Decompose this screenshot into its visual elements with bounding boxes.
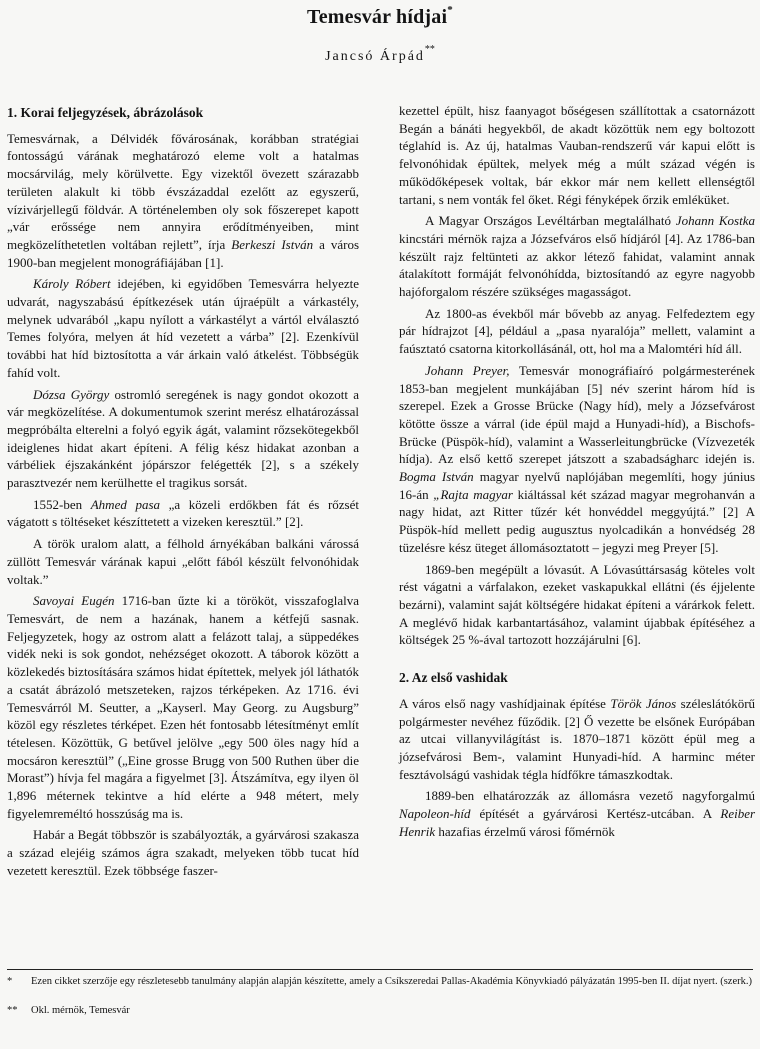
text: 1716-ban űzte ki a törököt, visszafoglalva Temesvárt, de nem a hazának, hanem a kétfejű sasnak. Feljegyzetek, hogy az ostrom alatt a felázott talaj, a süppedékes vidék neki is sok gondot, nehézséget okozott. A táborok között a közlekedés biztosítására számos hidat építettek, melyek jól láthatók a csatát ábrázoló metszeteken, rajzos térképeken. Az 1716. évi Temesvárról M. Seutter, a „Kayserl. May Georg. zu Augsburg” közöl egy részletes térképet. Ezen hét fontosabb létesítményt említ tételesen. Közöttük, G betűvel jelölve „egy 500 öles nagy híd a mocsáron keresztül” („Eine grosse Brugg von 500 Ruthen über die Morast”) hívja fel magára a figyelmet [3]. Átszámítva, egy ilyen öl 1,896 méternek tekintve a híd elérte a 948 métert, mely figyelemreméltó hosszúság ma is. — [7, 593, 359, 821]
text: A török uralom alatt, a félhold árnyékában balkáni várossá züllött Temesvár várának kapui „előtt fából készült felvonóhidak voltak.” — [7, 536, 359, 587]
italic-name: Berkeszi István — [231, 236, 314, 252]
italic-name: Török János — [610, 695, 677, 711]
paragraph — [7, 275, 359, 381]
text: magyar nyelvű naplójában megemlíti, hogy június 16-án — [399, 469, 756, 502]
paragraph — [399, 102, 755, 208]
text: Az 1800-as évekből már bővebb az anyag. Felfedeztem egy pár hídrajzot [4], például a „pasa nyaralója” mellett, valamint a faúsztató csatorna kitorkollásánál, ott, hol ma a Malomtéri híd áll. — [399, 305, 755, 357]
text: Temesvárnak, a Délvidék fővárosának, korábban stratégiai fontosságú várának meghatározó eleme volt a hatalmas mocsárvilág, mely körülvette. Egy vizektől övezett szárazabb területen alakult ki több évszázaddal ezelőtt az egyszerű, vízivárjellegű földvár. A történelemben oly sok főszerepet kapott „vár erőssége nem annyira erődítményeiben, mint megközelíthetetlen voltában rejlett”, írja — [7, 130, 359, 252]
paragraph — [7, 386, 359, 492]
footnote-text: Okl. mérnök, Temesvár — [31, 1005, 130, 1016]
title-footnote-mark: * — [447, 4, 453, 16]
text: A város első nagy vashídjainak építése — [399, 695, 606, 711]
article-title — [0, 4, 760, 29]
text: Temesvár monográfiaíró polgármesterének 1853-ban megjelent munkájában [5] név szerint három híd is szerepel. Ezek a Grosse Brücke (Nagy híd), mely a Józsefvárost kötötte össze a várral (ide épül majd a Hunyadi-híd), a Bischofs-Brücke (Püspök-híd), valamint a Wasserleitungbrücke (Vízvezeték hídja). Az első kettő szerepet játszott a szabadságharc idején is. — [399, 362, 756, 467]
section-heading-1: 1. Korai feljegyzések, ábrázolások — [7, 105, 204, 120]
text: kezettel épült, hisz faanyagot bőségesen szállítottak a csatornázott Begán a bánáti hegyekből, de akadt közöttük nem egy boltozott téglahíd is. Az új, hatalmas Vauban-rendszerű vár kapui előtt is felvonóhidak épültek, melyek még a múlt század végén is működőképesek voltak, bár ekkor már nem kellett ellenségtől tartani, s nem vonták fel őket. Régi fényképek őrzik emléküket. — [399, 103, 755, 207]
footnote-divider — [7, 969, 753, 970]
italic-name: Napoleon-híd — [399, 806, 471, 822]
text: idejében, ki egyidőben Temesvárra helyezte udvarát, nagyszabású építkezések után újraépült a várkastély, melynek udvarából „kapu nyílott a várkastélyt a vártól elválasztó Temes folyóra, melyen át híd vezetett a várba” [2]. Ezenkívül további hat híd biztosította a vár árkain való átkelést. Többségük fahíd volt. — [7, 276, 360, 380]
paragraph — [7, 535, 359, 588]
text: építését a gyárvárosi Kertész-utcában. A — [479, 806, 712, 822]
paragraph — [399, 362, 755, 557]
italic-name: Reiber Henrik — [399, 806, 756, 839]
text: hazafias érzelmű városi főmérnök — [438, 823, 615, 839]
section-heading-2: 2. Az első vashidak — [399, 670, 508, 686]
paragraph — [399, 787, 755, 840]
author-line — [0, 44, 760, 65]
paragraph — [7, 496, 359, 531]
italic-name: Savoyai Eugén — [33, 593, 115, 609]
paragraph — [7, 826, 359, 879]
author-footnote-mark: ** — [424, 44, 435, 55]
paragraph — [399, 695, 755, 784]
text: a város 1900-ban megjelent monográfiájában [1]. — [7, 236, 360, 270]
footnote-mark: ** — [7, 1005, 18, 1016]
footnote-1 — [7, 975, 753, 989]
paragraph — [399, 561, 755, 650]
text: kincstári mérnök rajza a Józsefváros első hídjáról [4]. Az 1786-ban készült rajz feltünteti az akkor létező fahidat, valamint annak átalakított formáját felvonóhídda, biztosítandó az egyre nagyobb hajóforgalom részére szükséges magasságot. — [399, 230, 755, 300]
italic-name: Károly Róbert — [33, 276, 111, 292]
text: ostromló seregének is nagy gondot okozott a vár megközelítése. A dokumentumok szerint merész elhatározással megpróbálta elterelni a folyó egyik ágát, valamint rőzsekötegekből ideiglenes hidat akart építeni. A félig kész hidakat azonban a várbéliek éjszakánként jópárszor felégették [2], s a székely parasztvezér nem kerülhette el tragikus sorsát. — [7, 386, 360, 491]
footnote-2 — [7, 1004, 753, 1018]
text: 1869-ben megépült a lóvasút. A Lóvasúttársaság köteles volt rést vágatni a várfalakon, ezeket vaskapukkal ellátni (és éjjelente bezárni), valamint saját költségére hidakat építeni a várárkok felett. A meglévő hidak karbantartásához, valamint újabbak építéséhez a költségek 25 %-ával tartozott hozzájárulni [6]. — [399, 561, 755, 648]
italic-name: Dózsa György — [33, 386, 110, 402]
text: „a közeli erdőkben fát és rőzsét vágatott s töltéseket készíttetett a vizeken keresztül.” [2]. — [7, 496, 359, 530]
footnote-mark: * — [7, 976, 13, 987]
italic-name: Bogma István — [399, 469, 474, 485]
footnote-text: Ezen cikket szerzője egy részletesebb tanulmány alapján alapján készítette, amely a Csíkszeredai Pallas-Akadémia Könyvkiadó pályázatán 1995-ben II. díjat nyert. (szerk.) — [31, 976, 752, 987]
text: kiáltással két század magyar megrohanván a nagy hidat, azt Ritter tűzér két honvéddel meggyújtá.” [2] A Püspök-híd mellett pedig augusztus nyolcadikán a honvédség 28 tüzelésre kész üteget állomásoztatott – jegyzi meg Preyer [5]. — [399, 486, 755, 555]
paragraph — [399, 305, 755, 358]
italic-name: Ahmed pasa — [90, 496, 161, 512]
italic-name: Johann Kostka — [675, 213, 755, 229]
paragraph — [399, 212, 755, 301]
text: A Magyar Országos Levéltárban megtalálható — [425, 213, 671, 229]
text: széleslátókörű polgármester nevéhez fűződik. [2] Ő vezette be elsőnek Európában az utcai villanyvilágítást is. 1870–1871 között épül meg a józsefvárosi Bem-, valamint Hunyadi-híd. A harminc méter fesztávolságú vashidak tégla hídfőkre támaszkodtak. — [399, 695, 756, 782]
author-name: Jancsó Árpád — [325, 49, 425, 64]
paragraph — [7, 592, 359, 822]
right-column — [399, 102, 755, 844]
text: 1552-ben — [33, 496, 83, 512]
left-column — [7, 104, 359, 884]
italic-quote: „Rajta magyar — [433, 486, 513, 502]
italic-name: Johann Preyer, — [425, 362, 510, 378]
text: 1889-ben elhatározzák az állomásra vezető nagyforgalmú — [425, 788, 755, 804]
text: Habár a Begát többször is szabályozták, a gyárvárosi szakasza a század elejéig számos ágra szakadt, melyeken több tucat híd vezetett keresztül. Ezek többsége faszer- — [7, 827, 359, 878]
title-text: Temesvár hídjai — [307, 6, 448, 28]
paragraph — [7, 130, 359, 272]
